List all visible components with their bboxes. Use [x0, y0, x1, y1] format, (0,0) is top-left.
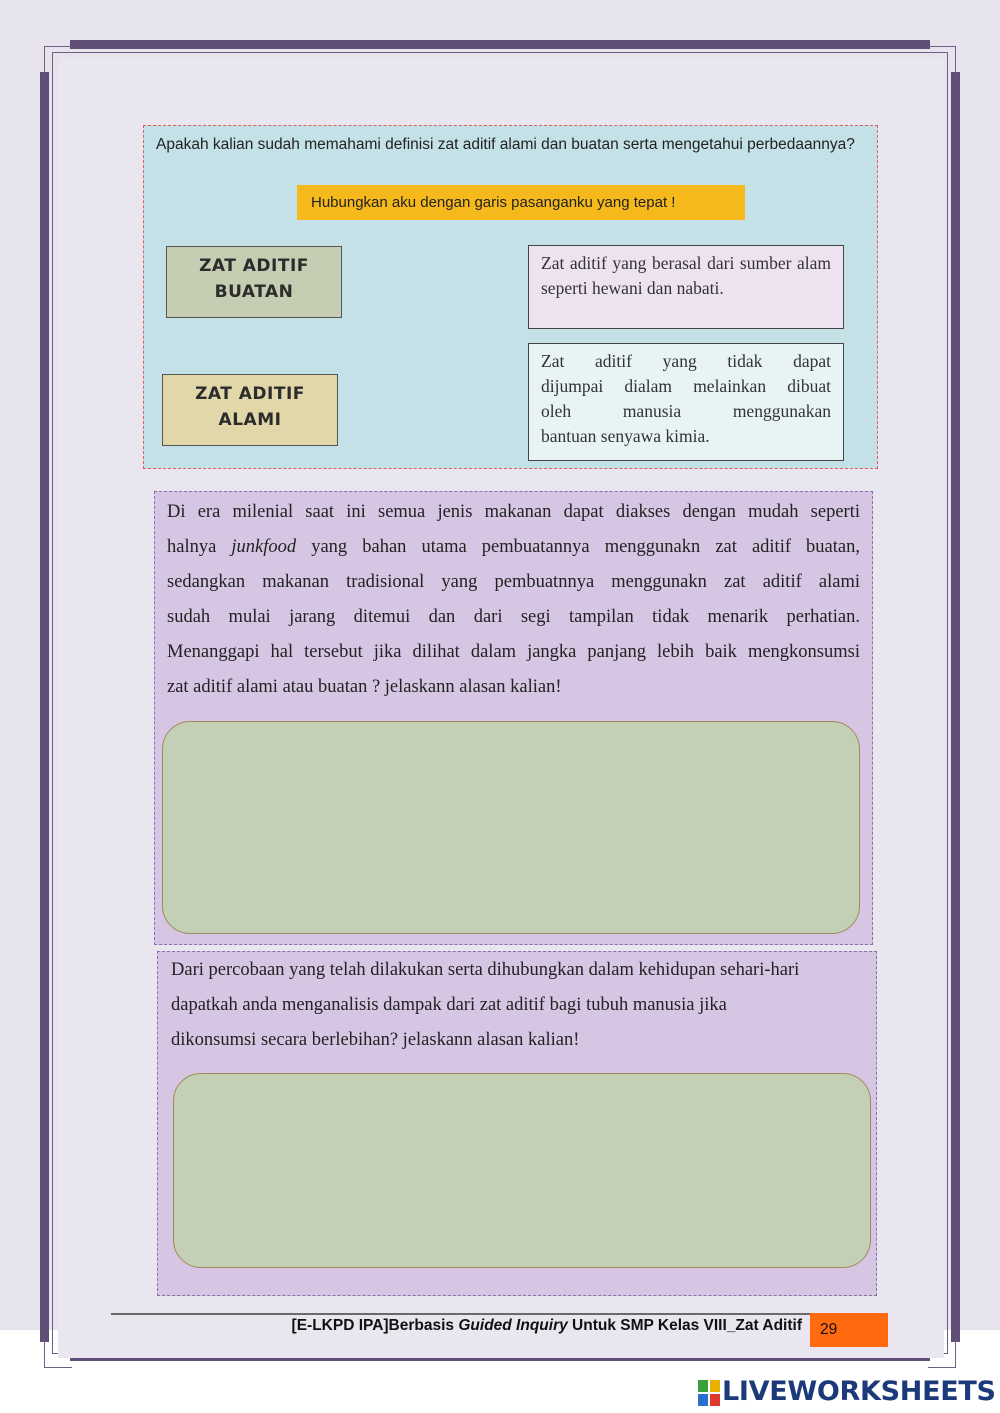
term-label: BUATAN: [214, 282, 294, 302]
liveworksheets-logo-icon: [698, 1380, 720, 1406]
matching-instruction: Hubungkan aku dengan garis pasanganku yang tepat !: [297, 185, 745, 220]
term-label: ALAMI: [218, 410, 282, 430]
essay-line: Dari percobaan yang telah dilakukan serta dihubungkan dalam kehidupan sehari-hari: [171, 960, 800, 980]
footer-title: [E-LKPD IPA]Berbasis Guided Inquiry Untuk SMP Kelas VIII_Zat Aditif: [291, 1317, 802, 1334]
term-label: ZAT ADITIF: [199, 256, 309, 276]
essay-line: sedangkan makanan tradisional yang pembuatnnya menggunakn zat aditif alami: [167, 572, 860, 592]
essay-line: Di era milenial saat ini semua jenis makanan dapat diakses dengan mudah seperti: [167, 502, 860, 522]
essay-line: halnya junkfood yang bahan utama pembuatannya menggunakn zat aditif buatan,: [167, 537, 860, 557]
definition-line: bantuan senyawa kimia.: [541, 426, 710, 446]
matching-section: [143, 125, 878, 469]
definition-natural-additive[interactable]: Zat aditif yang berasal dari sumber alam seperti hewani dan nabati.: [528, 245, 844, 329]
essay-line: zat aditif alami atau buatan ? jelaskann alasan kalian!: [167, 677, 562, 697]
answer-input-2[interactable]: [173, 1073, 871, 1268]
liveworksheets-watermark: LIVEWORKSHEETS: [722, 1376, 996, 1407]
term-label: ZAT ADITIF: [195, 384, 305, 404]
term-zat-aditif-buatan[interactable]: [166, 246, 342, 318]
definition-line: oleh manusia menggunakan: [541, 401, 831, 421]
page-number: 29: [810, 1313, 888, 1347]
essay-section-1: [154, 491, 873, 945]
definition-line: Zat aditif yang tidak dapat: [541, 351, 831, 371]
essay-question-1: [167, 495, 860, 705]
junkfood-term: junkfood: [231, 537, 297, 557]
definition-line: dijumpai dialam melainkan dibuat: [541, 376, 831, 396]
term-zat-aditif-alami[interactable]: [162, 374, 338, 446]
answer-input-1[interactable]: [162, 721, 860, 934]
essay-line: dikonsumsi secara berlebihan? jelaskann alasan kalian!: [171, 1030, 580, 1050]
essay-question-2: [171, 953, 871, 1058]
essay-line: sudah mulai jarang ditemui dan dari segi tampilan tidak menarik perhatian.: [167, 607, 860, 627]
footer-divider: [111, 1313, 811, 1315]
definition-synthetic-additive[interactable]: [528, 343, 844, 461]
essay-line: Menanggapi hal tersebut jika dilihat dalam jangka panjang lebih baik mengkonsumsi: [167, 642, 860, 662]
essay-line: dapatkah anda menganalisis dampak dari zat aditif bagi tubuh manusia jika: [171, 995, 727, 1015]
essay-section-2: [157, 951, 877, 1296]
matching-question: Apakah kalian sudah memahami definisi zat aditif alami dan buatan serta mengetahui perbedaannya?: [156, 136, 855, 153]
